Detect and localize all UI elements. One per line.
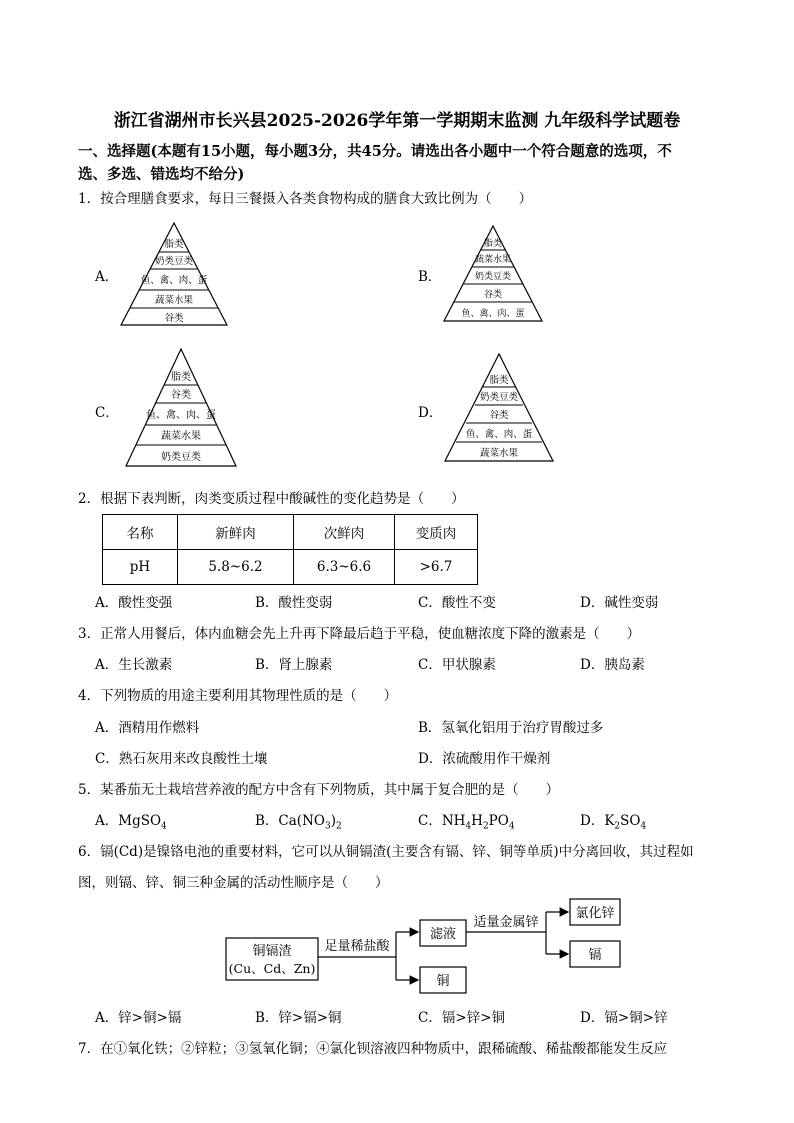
table-header-cell: 新鲜肉 <box>178 515 294 550</box>
q1-option-a-label[interactable]: A． <box>95 269 119 285</box>
layer-label: 蔬菜水果 <box>474 255 512 265</box>
layer-label: 鱼、禽、肉、蛋 <box>140 275 208 286</box>
q3-option-c[interactable]: C．甲状腺素 <box>418 657 496 673</box>
layer-label: 鱼、禽、肉、蛋 <box>146 410 216 421</box>
layer-label: 脂类 <box>171 372 191 383</box>
q6-option-a[interactable]: A．锌>铜>镉 <box>95 1010 182 1026</box>
q6-option-d[interactable]: D．镉>铜>锌 <box>580 1010 668 1026</box>
layer-label: 蔬菜水果 <box>154 295 194 306</box>
q2-option-b[interactable]: B．酸性变弱 <box>255 595 333 611</box>
flow-start-formula: (Cu、Cd、Zn) <box>228 961 316 976</box>
table-cell: 6.3~6.6 <box>294 550 395 585</box>
section-heading-line2: 选、多选、错选均不给分) <box>78 166 245 183</box>
cadmium-recovery-flowchart <box>222 894 642 998</box>
q5-stem: 5．某番茄无土栽培营养液的配方中含有下列物质，其中属于复合肥的是（ ） <box>78 782 560 798</box>
q5-option-a[interactable]: A．MgSO$_4$ <box>95 813 167 832</box>
q4-option-c[interactable]: C．熟石灰用来改良酸性土壤 <box>95 751 268 767</box>
layer-label: 谷类 <box>489 410 509 421</box>
q1-pyramid-c <box>123 345 239 469</box>
layer-label: 脂类 <box>483 239 503 249</box>
layer-label: 蔬菜水果 <box>161 431 201 442</box>
layer-label: 脂类 <box>489 375 509 386</box>
layer-label: 奶类豆类 <box>161 452 201 463</box>
layer-label: 奶类豆类 <box>154 256 194 267</box>
q6-option-b[interactable]: B．锌>镉>铜 <box>255 1010 342 1026</box>
flow-filtrate: 滤液 <box>429 927 457 942</box>
q5-option-c[interactable]: C．$NH_4H_2PO_4$ <box>418 813 515 832</box>
q1-option-d-label[interactable]: D． <box>418 405 443 421</box>
q1-stem: 1．按合理膳食要求，每日三餐摄入各类食物构成的膳食大致比例为（ ） <box>78 191 533 207</box>
layer-label: 鱼、禽、肉、蛋 <box>461 309 525 319</box>
q1-pyramid-a <box>118 218 230 330</box>
layer-label: 谷类 <box>171 390 191 401</box>
table-row <box>103 515 478 550</box>
q5-option-d[interactable]: D．$K_2SO_4$ <box>580 813 647 832</box>
layer-label: 鱼、禽、肉、蛋 <box>465 429 533 440</box>
flow-cadmium: 镉 <box>588 948 602 963</box>
q2-stem: 2．根据下表判断，肉类变质过程中酸碱性的变化趋势是（ ） <box>78 491 465 507</box>
q4-option-a[interactable]: A．酒精用作燃料 <box>95 720 200 736</box>
flow-start-label: 铜镉渣 <box>252 944 292 959</box>
table-row <box>103 550 478 585</box>
layer-label: 奶类豆类 <box>474 272 512 282</box>
table-cell: 5.8~6.2 <box>178 550 294 585</box>
table-cell: >6.7 <box>395 550 478 585</box>
q2-option-d[interactable]: D．碱性变弱 <box>580 595 659 611</box>
flow-reagent-hcl: 足量稀盐酸 <box>324 939 390 954</box>
q6-stem-line1: 6．镉(Cd)是镍铬电池的重要材料，它可以从铜镉渣(主要含有镉、锌、铜等单质)中分离回收，其过程如 <box>78 844 694 860</box>
table-cell: pH <box>103 550 178 585</box>
section-heading-line1: 一、选择题(本题有15小题，每小题3分，共45分。请选出各小题中一个符合题意的选项，不 <box>78 143 672 160</box>
table-header-cell: 变质肉 <box>395 515 478 550</box>
q4-option-d[interactable]: D．浓硫酸用作干燥剂 <box>418 751 551 767</box>
layer-label: 蔬菜水果 <box>479 448 519 459</box>
flow-copper: 铜 <box>436 974 450 989</box>
layer-label: 脂类 <box>164 239 184 250</box>
q3-option-d[interactable]: D．胰岛素 <box>580 657 645 673</box>
table-header-cell: 次鲜肉 <box>294 515 395 550</box>
q4-option-b[interactable]: B．氢氧化铝用于治疗胃酸过多 <box>418 720 604 736</box>
q2-option-c[interactable]: C．酸性不变 <box>418 595 496 611</box>
q2-option-a[interactable]: A．酸性变强 <box>95 595 173 611</box>
q3-option-a[interactable]: A．生长激素 <box>95 657 173 673</box>
q4-stem: 4．下列物质的用途主要利用其物理性质的是（ ） <box>78 688 398 704</box>
flow-zinc-chloride: 氯化锌 <box>575 906 615 921</box>
exam-title: 浙江省湖州市长兴县2025-2026学年第一学期期末监测 九年级科学试题卷 <box>113 111 681 131</box>
q6-stem-line2: 图，则镉、锌、铜三种金属的活动性顺序是（ ） <box>78 875 389 891</box>
q3-stem: 3．正常人用餐后，体内血糖会先上升再下降最后趋于平稳，使血糖浓度下降的激素是（ ） <box>78 626 641 642</box>
q3-option-b[interactable]: B．肾上腺素 <box>255 657 333 673</box>
layer-label: 谷类 <box>164 313 184 324</box>
flow-reagent-zinc: 适量金属锌 <box>473 915 539 930</box>
q1-pyramid-b <box>442 220 544 324</box>
layer-label: 谷类 <box>483 290 503 300</box>
q6-option-c[interactable]: C．镉>锌>铜 <box>418 1010 505 1026</box>
q5-option-b[interactable]: B．$Ca(NO_3)_2$ <box>255 813 342 832</box>
q1-option-b-label[interactable]: B． <box>418 269 442 285</box>
ph-table <box>102 514 478 585</box>
table-header-cell: 名称 <box>103 515 178 550</box>
q7-stem: 7．在①氧化铁；②锌粒；③氢氧化铜；④氯化钡溶液四种物质中，跟稀硫酸、稀盐酸都能发生反应 <box>78 1041 668 1057</box>
q1-option-c-label[interactable]: C． <box>95 405 119 421</box>
q1-pyramid-d <box>442 350 556 464</box>
layer-label: 奶类豆类 <box>479 392 519 403</box>
